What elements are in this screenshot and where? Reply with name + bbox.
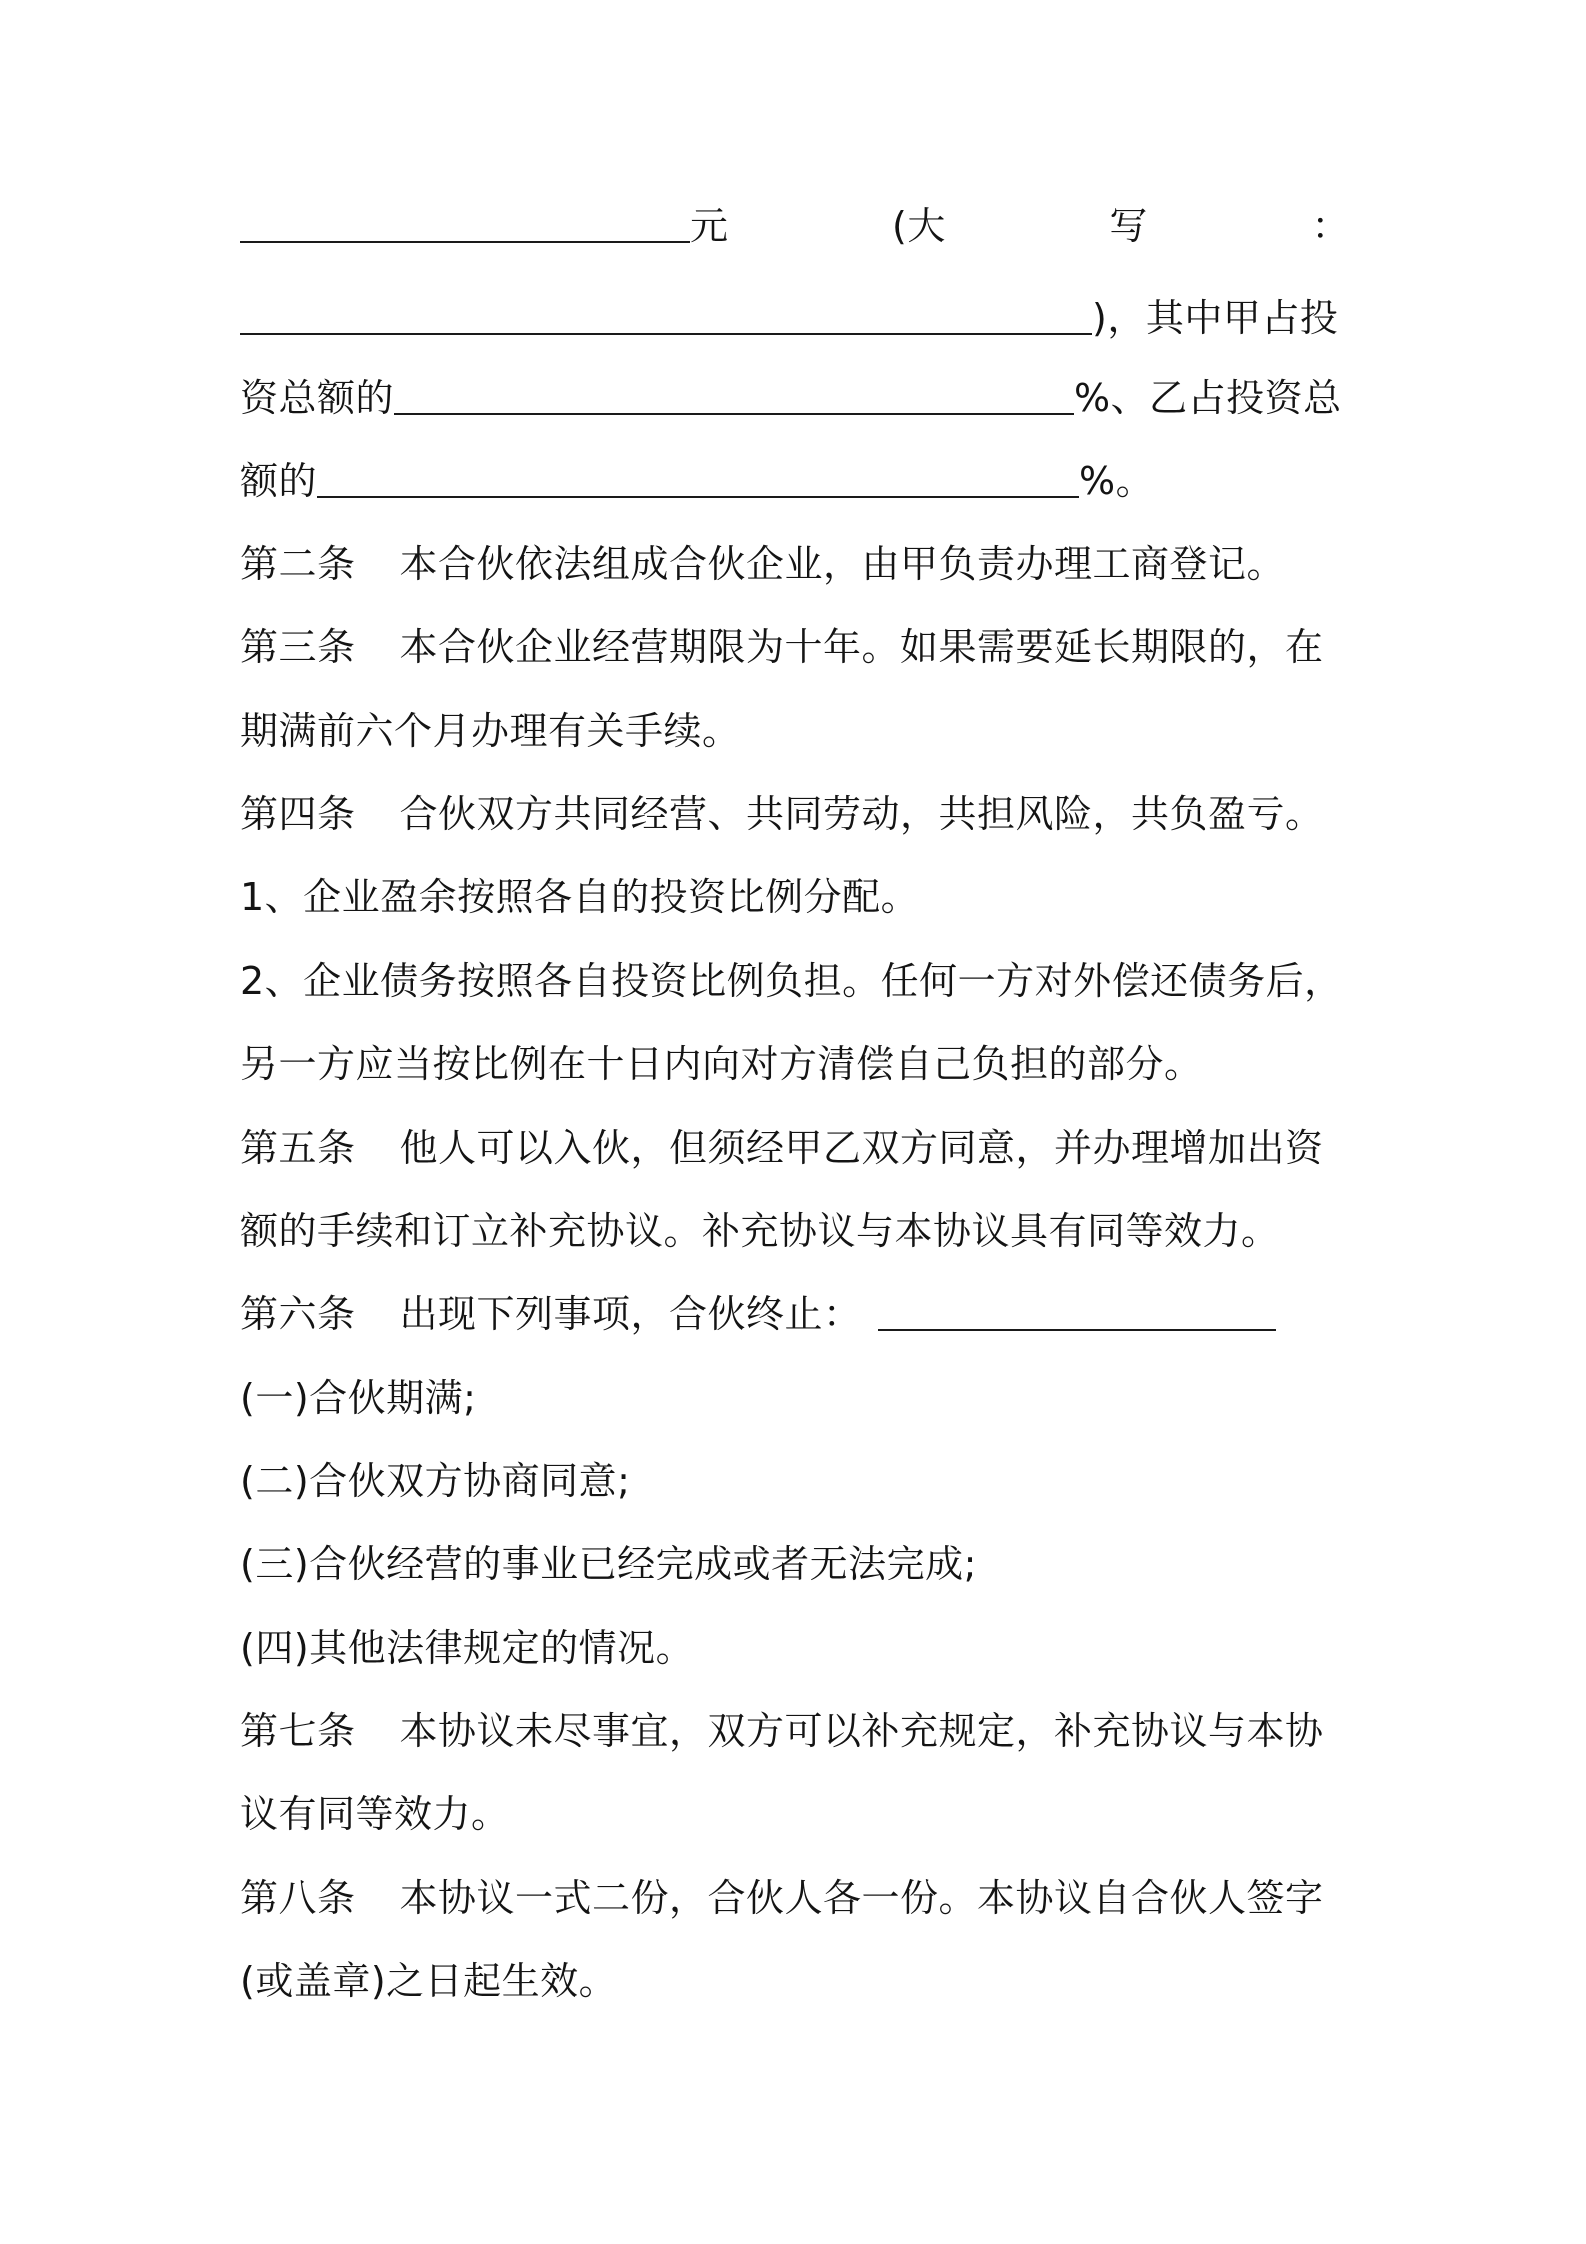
termination-item-4: (四)其他法律规定的情况。 [240, 1626, 695, 1670]
yuan-label: 元 [690, 204, 729, 248]
article-7 [240, 1705, 1350, 1757]
article-4-text: 合伙双方共同经营、共同劳动，共担风险，共负盈亏。 [399, 792, 1324, 836]
party-a-share-line [240, 372, 1350, 424]
article-8-text: 本协议一式二份，合伙人各一份。本协议自合伙人签字 [399, 1876, 1324, 1920]
party-a-share-head: 资总额的 [240, 376, 395, 420]
amount-line [240, 200, 1350, 252]
article-5 [240, 1122, 1350, 1174]
party-a-share-tail: %、乙占投资总 [1074, 376, 1342, 420]
termination-item-2: (二)合伙双方协商同意; [240, 1459, 631, 1503]
article-7-number: 第七条 [240, 1709, 356, 1753]
article-2 [240, 538, 1350, 590]
termination-blank[interactable] [878, 1295, 1276, 1331]
article-5-continuation: 额的手续和订立补充协议。补充协议与本协议具有同等效力。 [240, 1209, 1280, 1253]
party-a-share-blank[interactable] [394, 379, 1074, 415]
article-7-text: 本协议未尽事宜，双方可以补充规定，补充协议与本协 [399, 1709, 1324, 1753]
capital-amount-line [240, 292, 1350, 344]
party-b-share-head: 额的 [240, 459, 318, 503]
capital-amount-blank[interactable] [240, 299, 1092, 335]
article-4-item-2-continuation: 另一方应当按比例在十日内向对方清偿自己负担的部分。 [240, 1042, 1203, 1086]
article-7-continuation: 议有同等效力。 [240, 1792, 510, 1836]
article-4-item-1: 1、企业盈余按照各自的投资比例分配。 [240, 875, 920, 919]
party-b-share-blank[interactable] [317, 462, 1079, 498]
article-3-number: 第三条 [240, 625, 356, 669]
article-2-text: 本合伙依法组成合伙企业，由甲负责办理工商登记。 [399, 542, 1286, 586]
amount-segment [240, 200, 729, 252]
article-4 [240, 788, 1350, 840]
capital-open-label: (大 [892, 204, 946, 248]
article-8-number: 第八条 [240, 1876, 356, 1920]
party-b-share-tail: %。 [1079, 459, 1155, 503]
article-6-text: 出现下列事项，合伙终止： [399, 1292, 862, 1336]
article-6 [240, 1288, 1350, 1340]
capital-colon: ： [1311, 204, 1350, 248]
termination-item-3: (三)合伙经营的事业已经完成或者无法完成; [240, 1542, 977, 1586]
party-b-share-line [240, 455, 1350, 507]
article-4-number: 第四条 [240, 792, 356, 836]
article-4-item-2: 2、企业债务按照各自投资比例负担。任何一方对外偿还债务后， [240, 959, 1343, 1003]
amount-blank[interactable] [240, 207, 690, 243]
article-8-continuation: (或盖章)之日起生效。 [240, 1959, 618, 2003]
termination-item-1: (一)合伙期满; [240, 1376, 477, 1420]
article-3-continuation: 期满前六个月办理有关手续。 [240, 709, 741, 753]
article-3 [240, 621, 1350, 673]
article-6-number: 第六条 [240, 1292, 356, 1336]
article-3-text: 本合伙企业经营期限为十年。如果需要延长期限的，在 [399, 625, 1324, 669]
capital-amount-tail: )，其中甲占投 [1092, 296, 1339, 340]
article-2-number: 第二条 [240, 542, 356, 586]
capital-xie-label: 写 [1109, 204, 1148, 248]
article-5-number: 第五条 [240, 1126, 356, 1170]
article-8 [240, 1872, 1350, 1924]
article-5-text: 他人可以入伙，但须经甲乙双方同意，并办理增加出资 [399, 1126, 1324, 1170]
